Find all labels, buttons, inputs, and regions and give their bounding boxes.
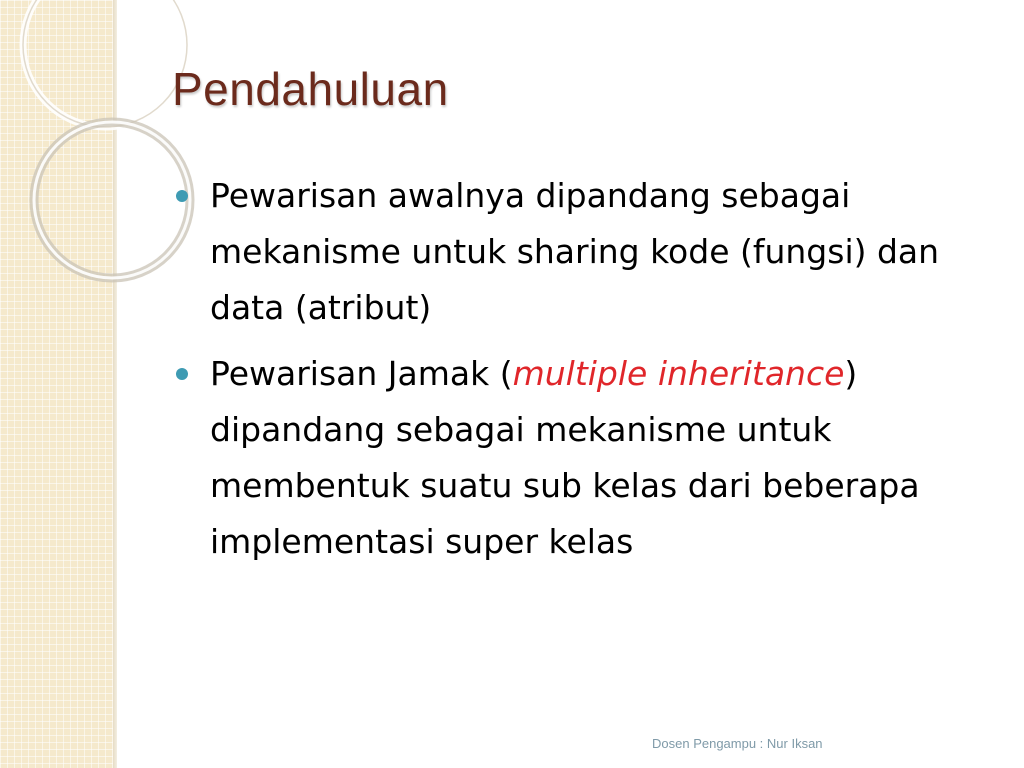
bullet-dot-icon: [176, 368, 188, 380]
bullet-text-after: ) dipandang sebagai mekanisme untuk membentuk suatu sub kelas dari beberapa implementasi super kelas: [210, 354, 920, 561]
bullet-text-before: Pewarisan Jamak (: [210, 354, 513, 393]
bullet-item: [172, 346, 1002, 570]
decorative-rings-icon: [0, 0, 200, 320]
bullet-dot-icon: [176, 190, 188, 202]
bullet-item: [172, 168, 1002, 336]
slide-title: Pendahuluan: [172, 63, 449, 115]
bullet-emphasis: multiple inheritance: [512, 354, 845, 393]
bullet-text: Pewarisan awalnya dipandang sebagai mekanisme untuk sharing kode (fungsi) dan data (atribut): [210, 176, 940, 327]
slide-footer: Dosen Pengampu : Nur Iksan: [652, 736, 823, 751]
bullet-list: [172, 168, 1002, 580]
